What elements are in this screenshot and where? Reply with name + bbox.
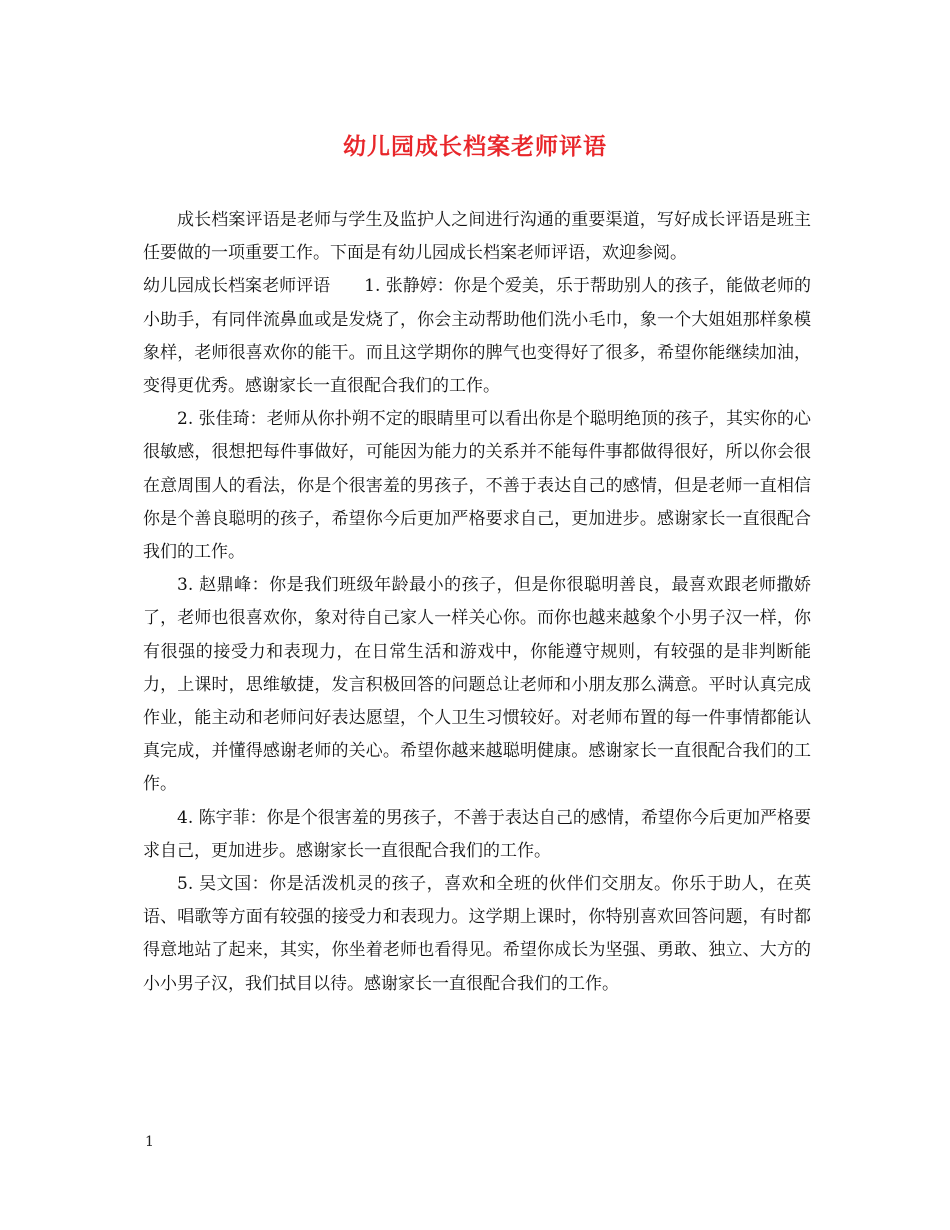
comment-paragraph-4: 4. 陈宇菲：你是个很害羞的男孩子，不善于表达自己的感情，希望你今后更加严格要求自己，更加进步。感谢家长一直很配合我们的工作。: [143, 807, 811, 861]
comment-paragraph-2: 2. 张佳琦：老师从你扑朔不定的眼睛里可以看出你是个聪明绝顶的孩子，其实你的心很敏感，很想把每件事做好，可能因为能力的关系并不能每件事都做得很好，所以你会很在意周围人的看法，你是个很害羞的男孩子，不善于表达自己的感情，但是老师一直相信你是个善良聪明的孩子，希望你今后更加严格要求自己，更加进步。感谢家长一直很配合我们的工作。: [143, 409, 811, 563]
document-title: 幼儿园成长档案老师评语: [343, 133, 607, 160]
comment-paragraph-3: 3. 赵鼎峰：你是我们班级年龄最小的孩子，但是你很聪明善良，最喜欢跟老师撒娇了，老师也很喜欢你，象对待自己家人一样关心你。而你也越来越象个小男子汉一样，你有很强的接受力和表现力，在日常生活和游戏中，你能遵守规则，有较强的是非判断能力，上课时，思维敏捷，发言积极回答的问题总让老师和小朋友那么满意。平时认真完成作业，能主动和老师问好表达愿望，个人卫生习惯较好。对老师布置的每一件事情都能认真完成，并懂得感谢老师的关心。希望你越来越聪明健康。感谢家长一直很配合我们的工作。: [143, 575, 811, 795]
comment-paragraph-5: 5. 吴文国：你是活泼机灵的孩子，喜欢和全班的伙伴们交朋友。你乐于助人，在英语、唱歌等方面有较强的接受力和表现力。这学期上课时，你特别喜欢回答问题，有时都得意地站了起来，其实，你坐着老师也看得见。希望你成长为坚强、勇敢、独立、大方的小小男子汉，我们拭目以待。感谢家长一直很配合我们的工作。: [143, 874, 811, 994]
comment-paragraph-1: 幼儿园成长档案老师评语 1. 张静婷：你是个爱美，乐于帮助别人的孩子，能做老师的小助手，有同伴流鼻血或是发烧了，你会主动帮助他们洗小毛巾，象一个大姐姐那样象模象样，老师很喜欢你的能干。而且这学期你的脾气也变得好了很多，希望你能继续加油，变得更优秀。感谢家长一直很配合我们的工作。: [143, 276, 811, 397]
page-number: 1: [145, 1134, 154, 1150]
intro-paragraph: 成长档案评语是老师与学生及监护人之间进行沟通的重要渠道，写好成长评语是班主任要做的一项重要工作。下面是有幼儿园成长档案老师评语，欢迎参阅。: [143, 210, 811, 264]
document-body: [143, 204, 811, 1001]
